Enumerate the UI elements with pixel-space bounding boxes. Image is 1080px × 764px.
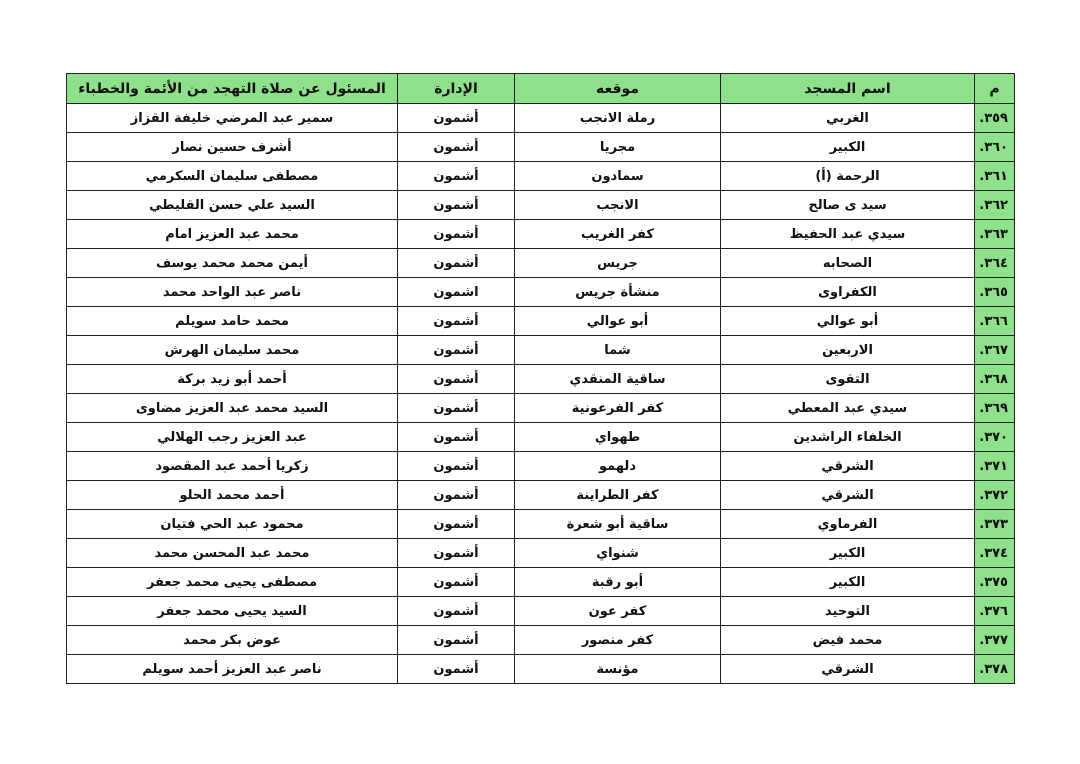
table-row — [67, 626, 1015, 655]
cell-responsible: أشرف حسين نصار — [67, 133, 398, 162]
table-row — [67, 655, 1015, 684]
cell-administration: أشمون — [398, 365, 515, 394]
cell-administration: أشمون — [398, 626, 515, 655]
cell-number: ٣٦٦. — [975, 307, 1015, 336]
header-administration: الإدارة — [398, 74, 515, 104]
cell-number: ٣٦١. — [975, 162, 1015, 191]
header-number: م — [975, 74, 1015, 104]
cell-number: ٣٧٠. — [975, 423, 1015, 452]
cell-responsible: السيد محمد عبد العزيز مضاوى — [67, 394, 398, 423]
cell-number: ٣٧٣. — [975, 510, 1015, 539]
cell-responsible: محمود عبد الحي فتيان — [67, 510, 398, 539]
cell-mosque-name: الكبير — [721, 568, 975, 597]
header-location: موقعه — [515, 74, 721, 104]
cell-administration: أشمون — [398, 539, 515, 568]
table-row — [67, 336, 1015, 365]
cell-mosque-name: سيدي عبد الحفيظ — [721, 220, 975, 249]
cell-mosque-name: الرحمة (أ) — [721, 162, 975, 191]
cell-number: ٣٦٨. — [975, 365, 1015, 394]
cell-administration: أشمون — [398, 191, 515, 220]
cell-administration: أشمون — [398, 655, 515, 684]
cell-location: أبو رقبة — [515, 568, 721, 597]
cell-administration: أشمون — [398, 568, 515, 597]
cell-number: ٣٦٥. — [975, 278, 1015, 307]
cell-number: ٣٧٧. — [975, 626, 1015, 655]
cell-location: جريس — [515, 249, 721, 278]
cell-responsible: محمد حامد سويلم — [67, 307, 398, 336]
table-row — [67, 104, 1015, 133]
cell-administration: أشمون — [398, 510, 515, 539]
table-row — [67, 452, 1015, 481]
cell-responsible: سمير عبد المرضي خليفة القزاز — [67, 104, 398, 133]
header-mosque-name: اسم المسجد — [721, 74, 975, 104]
table-row — [67, 307, 1015, 336]
cell-mosque-name: الفرماوي — [721, 510, 975, 539]
cell-number: ٣٦٩. — [975, 394, 1015, 423]
cell-number: ٣٥٩. — [975, 104, 1015, 133]
table-row — [67, 539, 1015, 568]
cell-number: ٣٦٠. — [975, 133, 1015, 162]
cell-location: كفر الغريب — [515, 220, 721, 249]
cell-responsible: محمد سليمان الهرش — [67, 336, 398, 365]
cell-location: شما — [515, 336, 721, 365]
cell-number: ٣٦٤. — [975, 249, 1015, 278]
cell-number: ٣٧٤. — [975, 539, 1015, 568]
cell-responsible: مصطفى سليمان السكرمي — [67, 162, 398, 191]
cell-responsible: عوض بكر محمد — [67, 626, 398, 655]
cell-mosque-name: الكبير — [721, 539, 975, 568]
cell-responsible: السيد علي حسن القليطي — [67, 191, 398, 220]
cell-responsible: أيمن محمد محمد يوسف — [67, 249, 398, 278]
table-row — [67, 133, 1015, 162]
table-row — [67, 423, 1015, 452]
cell-responsible: عبد العزيز رجب الهلالي — [67, 423, 398, 452]
cell-mosque-name: التقوى — [721, 365, 975, 394]
cell-responsible: محمد عبد العزيز امام — [67, 220, 398, 249]
cell-location: منشأة جريس — [515, 278, 721, 307]
table-row — [67, 394, 1015, 423]
cell-administration: أشمون — [398, 481, 515, 510]
cell-location: كفر الفرعونية — [515, 394, 721, 423]
cell-location: كفر منصور — [515, 626, 721, 655]
cell-responsible: زكريا أحمد عبد المقصود — [67, 452, 398, 481]
cell-location: الانجب — [515, 191, 721, 220]
table-header-row — [67, 74, 1015, 104]
cell-mosque-name: الكبير — [721, 133, 975, 162]
table-row — [67, 365, 1015, 394]
cell-location: كفر الطراينة — [515, 481, 721, 510]
cell-mosque-name: التوحيد — [721, 597, 975, 626]
cell-administration: أشمون — [398, 307, 515, 336]
table-row — [67, 510, 1015, 539]
cell-number: ٣٧٦. — [975, 597, 1015, 626]
table-row — [67, 249, 1015, 278]
cell-location: رملة الانجب — [515, 104, 721, 133]
cell-responsible: محمد عبد المحسن محمد — [67, 539, 398, 568]
cell-location: سمادون — [515, 162, 721, 191]
cell-number: ٣٦٣. — [975, 220, 1015, 249]
cell-mosque-name: الشرقي — [721, 481, 975, 510]
cell-administration: اشمون — [398, 278, 515, 307]
table-row — [67, 597, 1015, 626]
cell-location: كفر عون — [515, 597, 721, 626]
cell-mosque-name: الشرقي — [721, 452, 975, 481]
cell-responsible: أحمد محمد الحلو — [67, 481, 398, 510]
cell-administration: أشمون — [398, 104, 515, 133]
cell-mosque-name: الكفراوى — [721, 278, 975, 307]
cell-mosque-name: الصحابه — [721, 249, 975, 278]
cell-location: شنواي — [515, 539, 721, 568]
cell-administration: أشمون — [398, 423, 515, 452]
cell-mosque-name: الشرقي — [721, 655, 975, 684]
table-row — [67, 220, 1015, 249]
cell-responsible: مصطفى يحيى محمد جعفر — [67, 568, 398, 597]
cell-responsible: ناصر عبد الواحد محمد — [67, 278, 398, 307]
cell-mosque-name: الخلفاء الراشدين — [721, 423, 975, 452]
cell-mosque-name: أبو عوالي — [721, 307, 975, 336]
cell-number: ٣٦٧. — [975, 336, 1015, 365]
table-row — [67, 481, 1015, 510]
table-row — [67, 162, 1015, 191]
cell-administration: أشمون — [398, 597, 515, 626]
table-body — [67, 104, 1015, 684]
cell-number: ٣٧٢. — [975, 481, 1015, 510]
cell-administration: أشمون — [398, 336, 515, 365]
cell-administration: أشمون — [398, 452, 515, 481]
cell-number: ٣٧٨. — [975, 655, 1015, 684]
cell-responsible: أحمد أبو زيد بركة — [67, 365, 398, 394]
cell-administration: أشمون — [398, 249, 515, 278]
cell-mosque-name: محمد فيض — [721, 626, 975, 655]
cell-administration: أشمون — [398, 220, 515, 249]
cell-location: مجريا — [515, 133, 721, 162]
cell-mosque-name: سيد ى صالح — [721, 191, 975, 220]
cell-mosque-name: الغربي — [721, 104, 975, 133]
document-sheet — [66, 73, 1014, 684]
cell-location: مؤنسة — [515, 655, 721, 684]
cell-number: ٣٦٢. — [975, 191, 1015, 220]
cell-mosque-name: الاربعين — [721, 336, 975, 365]
cell-location: أبو عوالي — [515, 307, 721, 336]
cell-location: دلهمو — [515, 452, 721, 481]
table-row — [67, 278, 1015, 307]
cell-responsible: ناصر عبد العزيز أحمد سويلم — [67, 655, 398, 684]
cell-location: ساقية المنقدي — [515, 365, 721, 394]
cell-administration: أشمون — [398, 162, 515, 191]
cell-mosque-name: سيدي عبد المعطي — [721, 394, 975, 423]
cell-administration: أشمون — [398, 394, 515, 423]
table-row — [67, 191, 1015, 220]
mosque-assignment-table — [66, 73, 1015, 684]
cell-number: ٣٧٥. — [975, 568, 1015, 597]
table-row — [67, 568, 1015, 597]
cell-responsible: السيد يحيى محمد جعفر — [67, 597, 398, 626]
header-responsible: المسئول عن صلاة التهجد من الأئمة والخطباء — [67, 74, 398, 104]
cell-number: ٣٧١. — [975, 452, 1015, 481]
cell-location: ساقية أبو شعرة — [515, 510, 721, 539]
cell-administration: أشمون — [398, 133, 515, 162]
cell-location: طهواي — [515, 423, 721, 452]
